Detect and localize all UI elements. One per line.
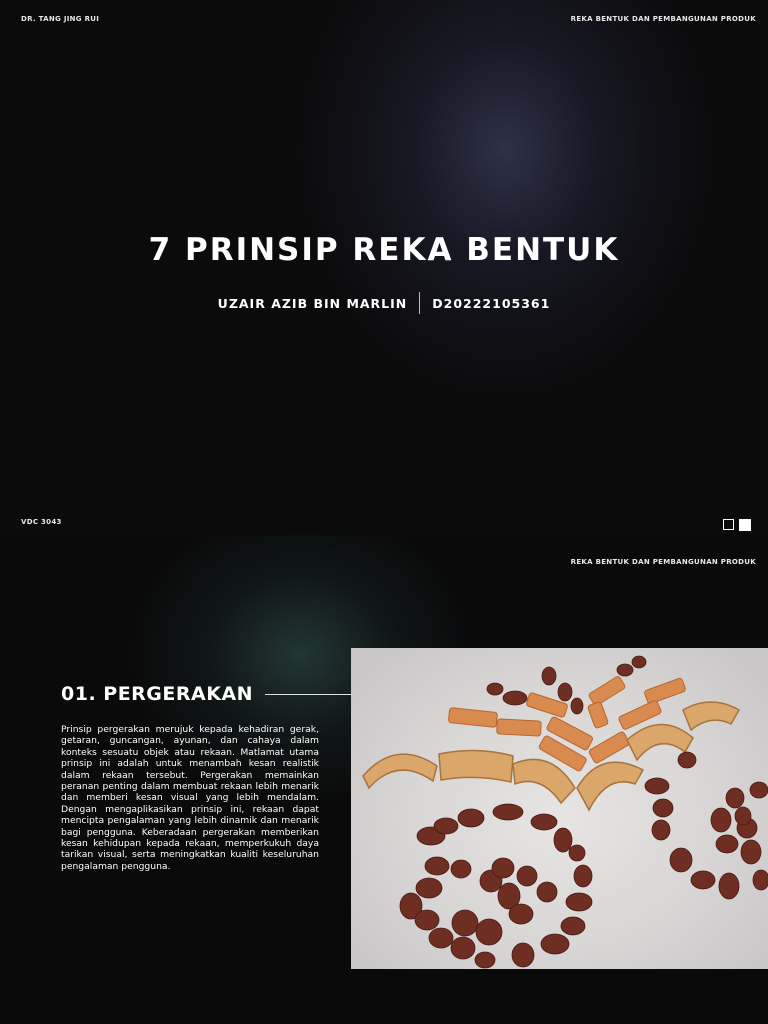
filled-square-icon [739,519,751,531]
snack-peanuts-photo [351,648,768,969]
course-title: REKA BENTUK DAN PEMBANGUNAN PRODUK [570,558,756,566]
outline-square-icon [723,519,734,530]
lecturer-name: DR. TANG JING RUI [21,15,100,23]
author-name: UZAIR AZIB BIN MARLIN [217,295,408,311]
section-title: 01. PERGERAKAN [61,683,254,705]
photo-illustration [351,648,768,969]
course-title: REKA BENTUK DAN PEMBANGUNAN PRODUK [570,15,756,23]
course-code: VDC 3043 [21,518,62,526]
byline [0,292,768,314]
student-id: D20222105361 [432,295,551,311]
divider [419,292,420,314]
section-heading [61,683,371,705]
slide-indicator [723,519,751,531]
page-title: 7 PRINSIP REKA BENTUK [148,232,620,268]
section-paragraph: Prinsip pergerakan merujuk kepada kehadiran gerak, getaran, guncangan, ayunan, dan cahaya dalam konteks sesuatu objek atau rekaan. Matlamat utama prinsip ini adalah untuk menambah kesan realistik dalam rekaan tersebut. Pergerakan memainkan peranan penting dalam membuat rekaan lebih menarik dan memberi kesan visual yang lebih mendalam. Dengan mengaplikasikan prinsip ini, rekaan dapat mencipta pengalaman yang lebih dinamik dan menarik bagi pengguna. Keberadaan pergerakan memberikan kesan kehidupan kepada rekaan, memperkukuh daya tarikan visual, serta meningkatkan kualiti keseluruhan pengalaman pengguna. [61,724,319,872]
